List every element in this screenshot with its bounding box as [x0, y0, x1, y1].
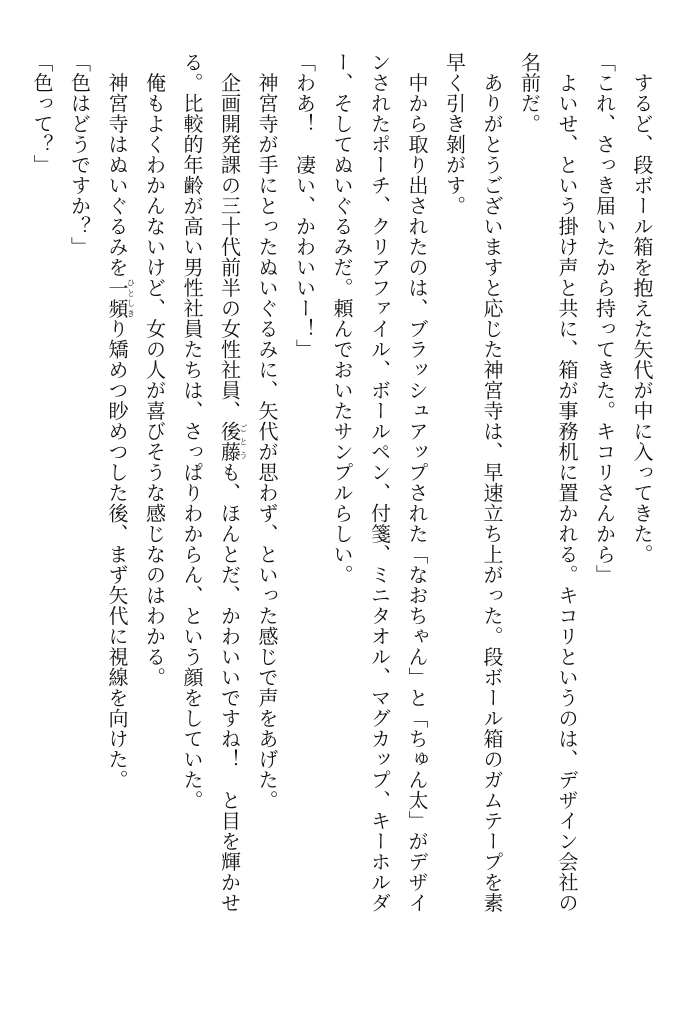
vertical-text-body [23, 52, 661, 982]
text-line-16: 「色はどうですか？」 [67, 52, 92, 257]
text-line-17: 「色って？」 [30, 52, 54, 175]
text-line-6: 早く引き剝がす。 [442, 52, 467, 216]
text-line-15: 神宮寺はぬいぐるみを一頻ひとしきり矯めつ眇めつした後、まず矢代に視線を向けた。 [105, 52, 136, 790]
text-line-8: ンされたポーチ、クリアファイル、ボールペン、付箋、ミニタオル、マグカップ、キーホルダ [367, 52, 392, 913]
text-line-9: ー、そしてぬいぐるみだ。頼んでおいたサンプルらしい。 [330, 52, 354, 585]
text-line-13: る。比較的年齢が高い男性社員たちは、さっぱりわからん、という顔をしていた。 [180, 52, 204, 811]
text-line-2: 「これ、さっき届いたから持ってきた。キコリさんから」 [592, 52, 617, 585]
ruby-hitoshiki: 一頻ひとしき [105, 277, 136, 319]
text-line-10: 「わあ！ 凄い、かわいいー！」 [292, 52, 317, 360]
text-line-14: 俺もよくわかんないけど、女の人が喜びそうな感じなのはわかる。 [142, 52, 167, 688]
text-line-11: 神宮寺が手にとったぬいぐるみに、矢代が思わず、といった感じで声をあげた。 [255, 52, 279, 811]
text-line-5: ありがとうございますと応じた神宮寺は、早速立ち上がった。段ボール箱のガムテープを素 [480, 52, 504, 913]
text-line-12: 企画開発課の三十代前半の女性社員、後藤ごとうも、ほんとだ、かわいいですね！ と目を輝かせ [217, 52, 248, 913]
text-line-3: よいせ、という掛け声と共に、箱が事務机に置かれる。キコリというのは、デザイン会社の [555, 52, 579, 913]
text-line-4: 名前だ。 [517, 52, 542, 134]
text-line-1: するど、段ボール箱を抱えた矢代が中に入ってきた。 [630, 52, 654, 565]
ruby-goto: 後藤ごとう [217, 421, 248, 462]
text-line-7: 中から取り出されたのは、ブラッシュアップされた「なおちゃん」と「ちゅん太」がデザイ [405, 52, 429, 913]
